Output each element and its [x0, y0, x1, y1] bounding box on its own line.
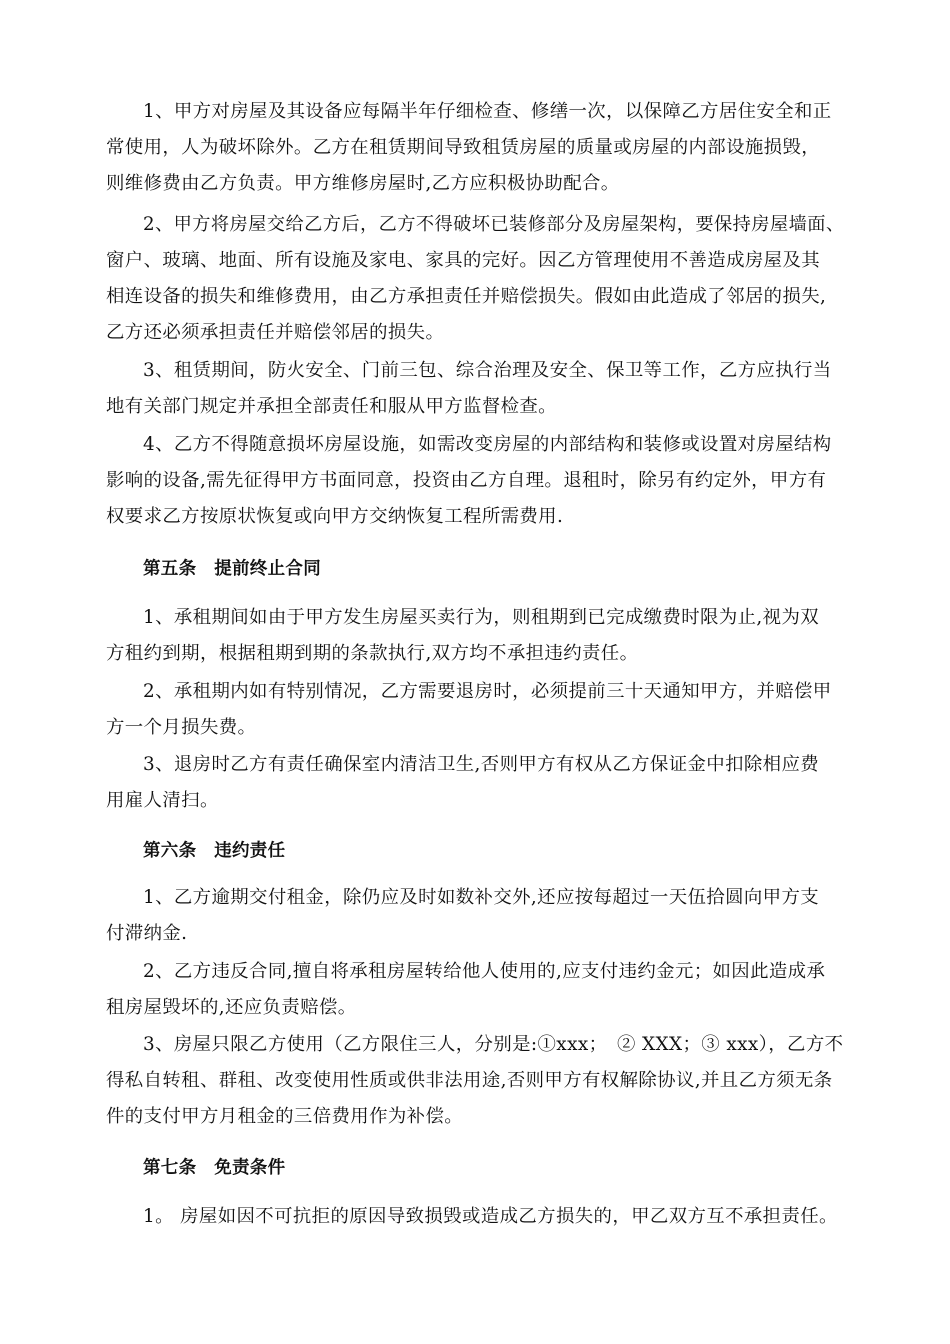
paragraph-line: 1、甲方对房屋及其设备应每隔半年仔细检查、修缮一次，以保障乙方居住安全和正: [143, 101, 832, 122]
clause-5-2-paragraph: [106, 674, 848, 746]
paragraph-line: 乙方还必须承担责任并赔偿邻居的损失。: [106, 322, 445, 343]
paragraph-line: 1。 房屋如因不可抗拒的原因导致损毁或造成乙方损失的，甲乙双方互不承担责任。: [143, 1206, 838, 1227]
paragraph-line: 1、承租期间如由于甲方发生房屋买卖行为，则租期到已完成缴费时限为止,视为双: [143, 607, 820, 628]
article-7-heading: 第七条 免责条件: [143, 1158, 286, 1178]
clause-4-3-paragraph: [106, 353, 848, 425]
paragraph-line: 权要求乙方按原状恢复或向甲方交纳恢复工程所需费用.: [106, 506, 564, 527]
paragraph-line: 付滞纳金.: [106, 923, 188, 944]
paragraph-line: 常使用，人为破坏除外。乙方在租赁期间导致租赁房屋的质量或房屋的内部设施损毁，: [106, 137, 821, 158]
paragraph-line: 2、乙方违反合同,擅自将承租房屋转给他人使用的,应支付违约金元；如因此造成承: [143, 961, 826, 982]
paragraph-line: 1、乙方逾期交付租金，除仍应及时如数补交外,还应按每超过一天伍拾圆向甲方支: [143, 887, 820, 908]
clause-4-4-paragraph: [106, 427, 848, 535]
paragraph-line: 2、承租期内如有特别情况，乙方需要退房时，必须提前三十天通知甲方，并赔偿甲: [143, 681, 832, 702]
clause-4-2-paragraph: [106, 207, 848, 351]
paragraph-line: 件的支付甲方月租金的三倍费用作为补偿。: [106, 1106, 464, 1127]
paragraph-line: 地有关部门规定并承担全部责任和服从甲方监督检查。: [106, 396, 557, 417]
clause-7-1-paragraph: [143, 1199, 848, 1235]
clause-6-3-paragraph: [106, 1027, 848, 1135]
paragraph-line: 相连设备的损失和维修费用，由乙方承担责任并赔偿损失。假如由此造成了邻居的损失,: [106, 286, 827, 307]
clause-5-1-paragraph: [106, 600, 848, 672]
paragraph-line: 4、乙方不得随意损坏房屋设施，如需改变房屋的内部结构和装修或设置对房屋结构: [143, 434, 832, 455]
clause-4-1-paragraph: [106, 94, 848, 202]
clause-5-3-paragraph: [106, 747, 848, 819]
clause-6-2-paragraph: [106, 954, 848, 1026]
paragraph-line: 租房屋毁坏的,还应负责赔偿。: [106, 997, 357, 1018]
clause-6-1-paragraph: [106, 880, 848, 952]
paragraph-line: 3、租赁期间，防火安全、门前三包、综合治理及安全、保卫等工作，乙方应执行当: [143, 360, 832, 381]
paragraph-line: 得私自转租、群租、改变使用性质或供非法用途,否则甲方有权解除协议,并且乙方须无条: [106, 1070, 833, 1091]
article-6-heading: 第六条 违约责任: [143, 841, 286, 861]
paragraph-line: 3、退房时乙方有责任确保室内清洁卫生,否则甲方有权从乙方保证金中扣除相应费: [143, 754, 820, 775]
article-5-heading: 第五条 提前终止合同: [143, 559, 321, 579]
paragraph-line: 影响的设备,需先征得甲方书面同意，投资由乙方自理。退租时，除另有约定外，甲方有: [106, 470, 827, 491]
paragraph-line: 用雇人清扫。: [106, 790, 219, 811]
paragraph-line: 3、房屋只限乙方使用（乙方限住三人，分别是:①xxx； ② XXX；③ xxx），乙方不: [143, 1034, 844, 1055]
paragraph-line: 则维修费由乙方负责。甲方维修房屋时,乙方应积极协助配合。: [106, 173, 620, 194]
paragraph-line: 方一个月损失费。: [106, 717, 257, 738]
paragraph-line: 窗户、玻璃、地面、所有设施及家电、家具的完好。因乙方管理使用不善造成房屋及其: [106, 250, 821, 271]
paragraph-line: 方租约到期，根据租期到期的条款执行,双方均不承担违约责任。: [106, 643, 639, 664]
paragraph-line: 2、甲方将房屋交给乙方后，乙方不得破坏已装修部分及房屋架构，要保持房屋墙面、: [143, 214, 845, 235]
